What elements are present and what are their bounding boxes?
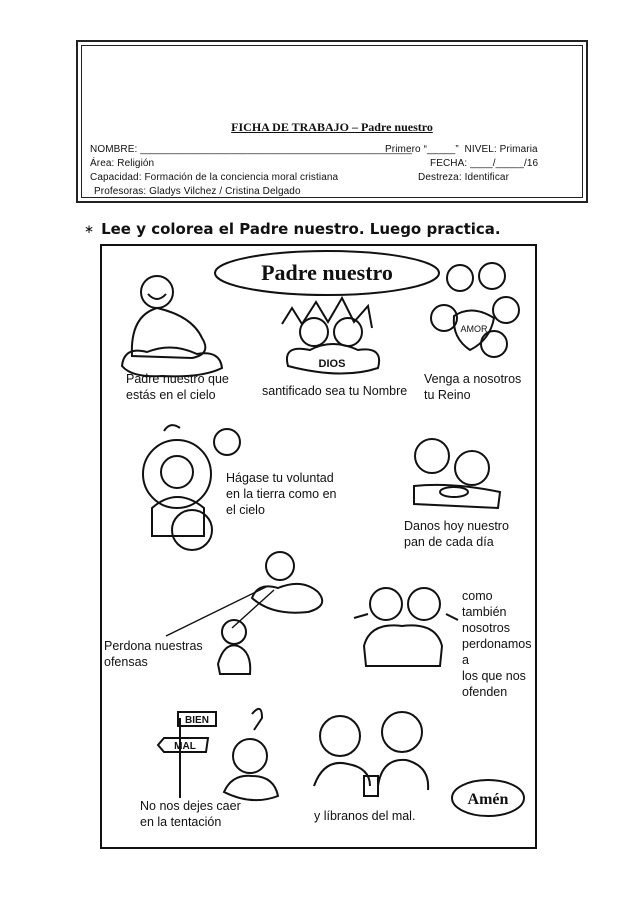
header-box [76, 40, 588, 203]
amor-label: AMOR [460, 324, 488, 334]
instruction-text: Lee y colorea el Padre nuestro. Luego practica. [101, 220, 501, 238]
god-father-drawing [122, 276, 222, 376]
skill-field: Destreza: Identificar [418, 172, 510, 183]
banner-text: Padre nuestro [261, 260, 393, 285]
caption-venga-reino: Venga a nosotros tu Reino [424, 372, 522, 402]
area-field: Área: Religión [90, 158, 155, 169]
children-hugging-drawing [354, 588, 458, 666]
caption-perdona: Perdona nuestras ofensas [104, 639, 203, 669]
caption-padre-nuestro: Padre nuestro que estás en el cielo [126, 372, 229, 402]
amen-label: Amén [467, 791, 509, 808]
caption-como-tambien: como también nosotros perdonamos a los que nos ofenden [462, 589, 532, 699]
dios-label: DIOS [318, 358, 346, 370]
instruction [84, 220, 501, 238]
caption-libranos: y líbranos del mal. [314, 809, 416, 823]
bullet-icon: ∗ [84, 222, 95, 236]
mal-sign-label: MAL [174, 741, 196, 752]
teachers-field: Profesoras: Gladys Vilchez / Cristina Delgado [94, 186, 301, 197]
caption-danos-pan: Danos hoy nuestro pan de cada día [404, 519, 509, 549]
caption-hagase: Hágase tu voluntad en la tierra como en el cielo [226, 471, 337, 517]
children-amor-drawing [431, 263, 519, 357]
children-praying-drawing [314, 712, 428, 796]
signpost-girl-drawing [158, 709, 278, 800]
caption-santificado: santificado sea tu Nombre [262, 384, 408, 398]
caption-no-nos-dejes: No nos dejes caer en la tentación [140, 799, 241, 829]
worksheet-title: FICHA DE TRABAJO – Padre nuestro [231, 120, 433, 134]
name-field: NOMBRE: ________________________________________________ [90, 144, 413, 155]
grade-level-field: Primero “_____” NIVEL: Primaria [385, 144, 538, 155]
date-field: FECHA: ____/_____/16 [430, 158, 539, 169]
capacity-field: Capacidad: Formación de la conciencia moral cristiana [90, 172, 339, 183]
bien-sign-label: BIEN [185, 715, 209, 726]
prayer-illustration-sheet [100, 244, 537, 849]
header-inner-border [81, 45, 583, 198]
children-eating-drawing [414, 439, 500, 508]
